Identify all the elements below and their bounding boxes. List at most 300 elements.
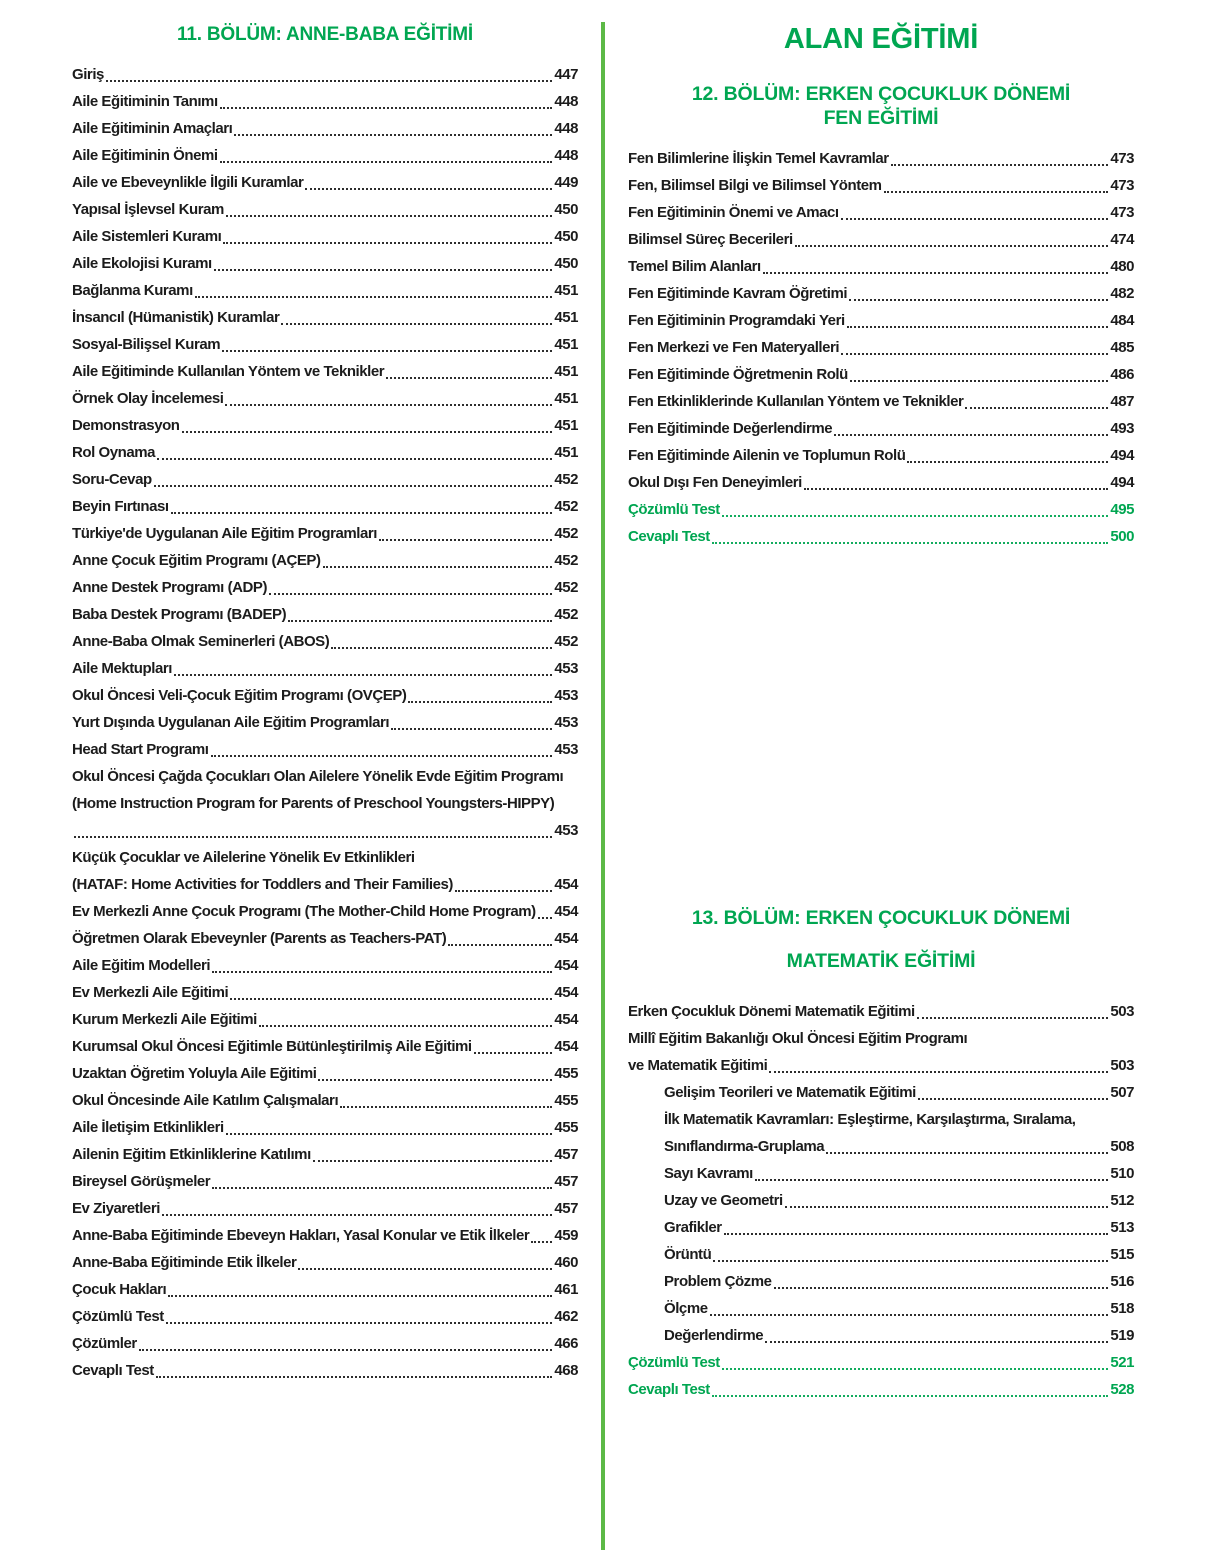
entry-row (664, 1295, 1134, 1322)
page-number: 451 (554, 363, 578, 380)
entry-label: Anne Destek Programı (ADP) (72, 579, 268, 596)
toc-entry (628, 172, 1134, 199)
entry-row (72, 466, 578, 493)
toc-entry (72, 979, 578, 1006)
entry-row (72, 1330, 578, 1357)
entry-row (72, 169, 578, 196)
chapter-13-entries (628, 998, 1134, 1403)
entry-row (628, 172, 1134, 199)
entry-label: Aile Ekolojisi Kuramı (72, 255, 212, 272)
dot-leader (455, 890, 552, 892)
entry-label: Çözümlü Test (628, 501, 720, 518)
toc-entry (72, 196, 578, 223)
toc-entry (72, 1330, 578, 1357)
toc-entry (72, 142, 578, 169)
toc-entry (72, 1249, 578, 1276)
entry-text-line: Küçük Çocuklar ve Ailelerine Yönelik Ev Etkinlikleri (72, 849, 415, 866)
page-number: 484 (1110, 312, 1134, 329)
page-number: 486 (1110, 366, 1134, 383)
dot-leader (305, 188, 552, 190)
dot-leader (917, 1017, 1109, 1019)
page-number: 452 (554, 633, 578, 650)
entry-label: Sınıflandırma-Gruplama (664, 1138, 825, 1155)
page-number: 473 (1110, 150, 1134, 167)
page-number: 448 (554, 93, 578, 110)
dot-leader (531, 1241, 552, 1243)
entry-label: Fen, Bilimsel Bilgi ve Bilimsel Yöntem (628, 177, 882, 194)
entry-row (72, 331, 578, 358)
entry-label: Uzay ve Geometri (664, 1192, 783, 1209)
entry-label: Sosyal-Bilişsel Kuram (72, 336, 221, 353)
entry-label: Aile Eğitiminin Önemi (72, 147, 218, 164)
dot-leader (156, 1376, 552, 1378)
dot-leader (281, 323, 552, 325)
toc-entry (72, 61, 578, 88)
page-number: 473 (1110, 177, 1134, 194)
entry-row (72, 1033, 578, 1060)
entry-row (72, 979, 578, 1006)
page-number: 453 (554, 714, 578, 731)
entry-label: Fen Bilimlerine İlişkin Temel Kavramlar (628, 150, 889, 167)
chapter-13-section (628, 897, 1134, 1403)
toc-entry (628, 1079, 1134, 1106)
chapter-11-entries (72, 61, 578, 1384)
page-number: 513 (1110, 1219, 1134, 1236)
toc-entry (72, 709, 578, 736)
entry-label: Sayı Kavramı (664, 1165, 753, 1182)
entry-row (628, 442, 1134, 469)
entry-label: Ev Merkezli Aile Eğitimi (72, 984, 229, 1001)
toc-entry (628, 523, 1134, 550)
entry-label: Baba Destek Programı (BADEP) (72, 606, 287, 623)
toc-entry (72, 1087, 578, 1114)
entry-label: Ölçme (664, 1300, 708, 1317)
page-number: 461 (554, 1281, 578, 1298)
entry-label: Çözümler (72, 1335, 137, 1352)
entry-row (72, 1168, 578, 1195)
toc-entry (628, 1106, 1134, 1160)
entry-row (72, 385, 578, 412)
entry-row (72, 1249, 578, 1276)
toc-entry (72, 1357, 578, 1384)
page-number: 453 (554, 822, 578, 839)
dot-leader (313, 1160, 553, 1162)
toc-entry (628, 1241, 1134, 1268)
toc-entry (72, 115, 578, 142)
entry-label: Okul Dışı Fen Deneyimleri (628, 474, 802, 491)
toc-entry (72, 844, 578, 898)
toc-entry (628, 145, 1134, 172)
entry-row (72, 304, 578, 331)
page-number: 528 (1110, 1381, 1134, 1398)
dot-leader (769, 1071, 1108, 1073)
toc-entry (72, 304, 578, 331)
toc-entry (72, 250, 578, 277)
part-title: ALAN EĞİTİMİ (783, 23, 979, 55)
page-number: 452 (554, 606, 578, 623)
entry-label: Temel Bilim Alanları (628, 258, 761, 275)
page-number: 519 (1110, 1327, 1134, 1344)
dot-leader (212, 971, 552, 973)
toc-entry (628, 253, 1134, 280)
entry-label: Head Start Programı (72, 741, 209, 758)
dot-leader (847, 326, 1109, 328)
entry-label: Kurumsal Okul Öncesi Eğitimle Bütünleştirilmiş Aile Eğitimi (72, 1038, 472, 1055)
page-number: 521 (1110, 1354, 1134, 1371)
dot-leader (763, 272, 1109, 274)
dot-leader (538, 917, 553, 919)
entry-label: Fen Eğitiminde Öğretmenin Rolü (628, 366, 848, 383)
entry-row (628, 307, 1134, 334)
page-number: 455 (554, 1092, 578, 1109)
entry-label: Ev Ziyaretleri (72, 1200, 160, 1217)
page-number: 462 (554, 1308, 578, 1325)
entry-row (72, 1087, 578, 1114)
page-number: 454 (554, 1011, 578, 1028)
dot-leader (849, 299, 1108, 301)
dot-leader (166, 1322, 552, 1324)
entry-row (664, 1241, 1134, 1268)
dot-leader (139, 1349, 553, 1351)
page-number: 474 (1110, 231, 1134, 248)
entry-row (628, 469, 1134, 496)
dot-leader (474, 1052, 553, 1054)
page-number: 454 (554, 903, 578, 920)
toc-entry (72, 466, 578, 493)
dot-leader (774, 1287, 1109, 1289)
entry-row (628, 361, 1134, 388)
entry-label: Anne-Baba Eğitiminde Ebeveyn Hakları, Yasal Konular ve Etik İlkeler (72, 1227, 530, 1244)
toc-entry (72, 601, 578, 628)
toc-entry (628, 469, 1134, 496)
page-number: 448 (554, 120, 578, 137)
entry-row (628, 226, 1134, 253)
entry-row (72, 1006, 578, 1033)
toc-entry (628, 1025, 1134, 1079)
entry-text-line: (Home Instruction Program for Parents of Preschool Youngsters-HIPPY) (72, 795, 555, 812)
entry-label: Ailenin Eğitim Etkinliklerine Katılımı (72, 1146, 311, 1163)
chapter-13-title-line-1: 13. BÖLÜM: ERKEN ÇOCUKLUK DÖNEMİ (691, 907, 1071, 929)
page-number: 454 (554, 1038, 578, 1055)
toc-entry (72, 1195, 578, 1222)
chapter-11-title: 11. BÖLÜM: ANNE-BABA EĞİTİMİ (177, 24, 473, 45)
dot-leader (230, 998, 552, 1000)
page-number: 451 (554, 282, 578, 299)
page-number: 487 (1110, 393, 1134, 410)
dot-leader (157, 458, 552, 460)
entry-row (72, 655, 578, 682)
toc-entry (628, 415, 1134, 442)
dot-leader (214, 269, 553, 271)
entry-text-line: Okul Öncesi Çağda Çocukları Olan Ailelere Yönelik Evde Eğitim Programı (72, 768, 564, 785)
entry-label: Örnek Olay İncelemesi (72, 390, 224, 407)
page-number: 494 (1110, 447, 1134, 464)
dot-leader (259, 1025, 552, 1027)
page-number: 503 (1110, 1057, 1134, 1074)
dot-leader (765, 1341, 1108, 1343)
dot-leader (722, 1368, 1108, 1370)
entry-row (72, 493, 578, 520)
toc-entry (72, 169, 578, 196)
entry-text-line: İlk Matematik Kavramları: Eşleştirme, Karşılaştırma, Sıralama, (664, 1111, 1076, 1128)
page-number: 450 (554, 201, 578, 218)
entry-label: Fen Merkezi ve Fen Materyalleri (628, 339, 840, 356)
entry-row (628, 199, 1134, 226)
page-number: 495 (1110, 501, 1134, 518)
entry-row (628, 496, 1134, 523)
entry-label: ve Matematik Eğitimi (628, 1057, 768, 1074)
toc-entry (628, 496, 1134, 523)
toc-entry (628, 998, 1134, 1025)
entry-row (72, 871, 578, 898)
entry-label: Cevaplı Test (628, 528, 710, 545)
entry-row (72, 142, 578, 169)
toc-entry (72, 277, 578, 304)
page-number: 451 (554, 390, 578, 407)
entry-row (72, 601, 578, 628)
page-number: 507 (1110, 1084, 1134, 1101)
entry-row (72, 88, 578, 115)
entry-label: Anne Çocuk Eğitim Programı (AÇEP) (72, 552, 321, 569)
dot-leader (154, 485, 553, 487)
toc-entry (628, 1160, 1134, 1187)
page-number: 473 (1110, 204, 1134, 221)
dot-leader (288, 620, 552, 622)
page-number: 460 (554, 1254, 578, 1271)
entry-label: Cevaplı Test (72, 1362, 154, 1379)
page-number: 452 (554, 579, 578, 596)
entry-row (664, 1214, 1134, 1241)
entry-label: Aile Eğitiminin Tanımı (72, 93, 218, 110)
toc-entry (72, 1060, 578, 1087)
entry-row (664, 1322, 1134, 1349)
entry-row (72, 412, 578, 439)
entry-row (628, 145, 1134, 172)
entry-row (72, 520, 578, 547)
page-number: 512 (1110, 1192, 1134, 1209)
dot-leader (220, 161, 553, 163)
toc-entry (72, 1114, 578, 1141)
dot-leader (211, 755, 553, 757)
entry-row (72, 1276, 578, 1303)
entry-row (72, 1114, 578, 1141)
entry-label: Çocuk Hakları (72, 1281, 167, 1298)
entry-row (628, 280, 1134, 307)
entry-row (664, 1187, 1134, 1214)
dot-leader (391, 728, 552, 730)
toc-entry (628, 1295, 1134, 1322)
toc-entry (628, 280, 1134, 307)
entry-label: Aile Sistemleri Kuramı (72, 228, 222, 245)
page-number: 452 (554, 471, 578, 488)
entry-row (72, 1195, 578, 1222)
entry-label: Aile Eğitim Modelleri (72, 957, 211, 974)
entry-label: (HATAF: Home Activities for Toddlers and Their Families) (72, 876, 453, 893)
entry-label: Uzaktan Öğretim Yoluyla Aile Eğitimi (72, 1065, 317, 1082)
dot-leader (722, 515, 1108, 517)
entry-label: Aile ve Ebeveynlikle İlgili Kuramlar (72, 174, 304, 191)
page-number: 455 (554, 1065, 578, 1082)
entry-label: Grafikler (664, 1219, 722, 1236)
entry-row (72, 1357, 578, 1384)
entry-label: Erken Çocukluk Dönemi Matematik Eğitimi (628, 1003, 915, 1020)
entry-row (628, 415, 1134, 442)
page-number: 453 (554, 687, 578, 704)
entry-row (628, 523, 1134, 550)
toc-entry (72, 925, 578, 952)
dot-leader (234, 134, 552, 136)
page-number: 468 (554, 1362, 578, 1379)
left-column (72, 22, 578, 1384)
entry-row (72, 682, 578, 709)
column-divider-line (601, 22, 605, 1550)
dot-leader (386, 377, 552, 379)
entry-row (72, 61, 578, 88)
dot-leader (195, 296, 553, 298)
page-number: 452 (554, 498, 578, 515)
entry-label: İnsancıl (Hümanistik) Kuramlar (72, 309, 280, 326)
page-number: 451 (554, 309, 578, 326)
page-number: 452 (554, 525, 578, 542)
dot-leader (323, 566, 553, 568)
page-number: 454 (554, 984, 578, 1001)
entry-label: Kurum Merkezli Aile Eğitimi (72, 1011, 257, 1028)
entry-label: Demonstrasyon (72, 417, 180, 434)
page-number: 510 (1110, 1165, 1134, 1182)
dot-leader (226, 1133, 553, 1135)
dot-leader (804, 488, 1109, 490)
entry-label: Örüntü (664, 1246, 712, 1263)
page-number: 455 (554, 1119, 578, 1136)
toc-entry (628, 307, 1134, 334)
entry-label: Yurt Dışında Uygulanan Aile Eğitim Programları (72, 714, 390, 731)
entry-label: Aile Eğitiminde Kullanılan Yöntem ve Teknikler (72, 363, 385, 380)
entry-label: Aile İletişim Etkinlikleri (72, 1119, 224, 1136)
toc-entry (72, 493, 578, 520)
toc-entry (628, 334, 1134, 361)
page-number: 449 (554, 174, 578, 191)
entry-row (72, 628, 578, 655)
entry-row (72, 1141, 578, 1168)
entry-label: Yapısal İşlevsel Kuram (72, 201, 224, 218)
dot-leader (834, 434, 1108, 436)
page-number: 451 (554, 417, 578, 434)
dot-leader (182, 431, 553, 433)
page-number: 454 (554, 876, 578, 893)
page-number: 493 (1110, 420, 1134, 437)
entry-label: Okul Öncesi Veli-Çocuk Eğitim Programı (OVÇEP) (72, 687, 407, 704)
toc-entry (628, 1268, 1134, 1295)
entry-row (72, 925, 578, 952)
entry-row (72, 277, 578, 304)
entry-row (72, 736, 578, 763)
entry-row (72, 817, 578, 844)
toc-entry (72, 736, 578, 763)
page-number: 466 (554, 1335, 578, 1352)
page-number: 451 (554, 444, 578, 461)
page-number: 480 (1110, 258, 1134, 275)
dot-leader (724, 1233, 1109, 1235)
toc-entry (72, 331, 578, 358)
dot-leader (340, 1106, 552, 1108)
dot-leader (212, 1187, 552, 1189)
page-number: 450 (554, 255, 578, 272)
entry-row (72, 196, 578, 223)
entry-row (628, 1376, 1134, 1403)
page-number: 494 (1110, 474, 1134, 491)
entry-row (664, 1079, 1134, 1106)
toc-entry (628, 1322, 1134, 1349)
toc-entry (72, 547, 578, 574)
page-number: 516 (1110, 1273, 1134, 1290)
dot-leader (106, 80, 552, 82)
toc-entry (72, 385, 578, 412)
entry-row (628, 334, 1134, 361)
toc-entry (628, 361, 1134, 388)
entry-row (628, 998, 1134, 1025)
entry-row (72, 1303, 578, 1330)
dot-leader (841, 353, 1108, 355)
entry-row (628, 388, 1134, 415)
dot-leader (318, 1079, 552, 1081)
page-number: 515 (1110, 1246, 1134, 1263)
entry-label: Beyin Fırtınası (72, 498, 169, 515)
toc-entry (72, 1222, 578, 1249)
entry-row (72, 952, 578, 979)
entry-row (628, 1052, 1134, 1079)
dot-leader (379, 539, 552, 541)
page-number: 453 (554, 660, 578, 677)
dot-leader (907, 461, 1108, 463)
entry-row (664, 1268, 1134, 1295)
page-number: 485 (1110, 339, 1134, 356)
entry-row (664, 1133, 1134, 1160)
entry-label: Okul Öncesinde Aile Katılım Çalışmaları (72, 1092, 339, 1109)
entry-row (72, 709, 578, 736)
entry-row (628, 1349, 1134, 1376)
entry-row (72, 547, 578, 574)
entry-label: Giriş (72, 66, 104, 83)
dot-leader (850, 380, 1108, 382)
dot-leader (174, 674, 552, 676)
toc-entry (72, 1303, 578, 1330)
entry-row (72, 223, 578, 250)
dot-leader (712, 1395, 1108, 1397)
entry-row (72, 898, 578, 925)
entry-text-line: Millî Eğitim Bakanlığı Okul Öncesi Eğitim Programı (628, 1030, 968, 1047)
dot-leader (74, 836, 552, 838)
toc-entry (72, 358, 578, 385)
page-number: 448 (554, 147, 578, 164)
dot-leader (841, 218, 1109, 220)
entry-row (72, 250, 578, 277)
entry-label: Fen Eğitiminde Ailenin ve Toplumun Rolü (628, 447, 906, 464)
toc-entry (72, 1141, 578, 1168)
dot-leader (168, 1295, 552, 1297)
dot-leader (965, 407, 1108, 409)
entry-label: Aile Mektupları (72, 660, 172, 677)
page-number: 457 (554, 1200, 578, 1217)
toc-entry (628, 199, 1134, 226)
page-number: 447 (554, 66, 578, 83)
dot-leader (785, 1206, 1109, 1208)
dot-leader (222, 350, 552, 352)
page-number: 452 (554, 552, 578, 569)
entry-row (72, 1222, 578, 1249)
toc-entry (72, 1276, 578, 1303)
dot-leader (162, 1214, 552, 1216)
entry-label: Bilimsel Süreç Becerileri (628, 231, 793, 248)
